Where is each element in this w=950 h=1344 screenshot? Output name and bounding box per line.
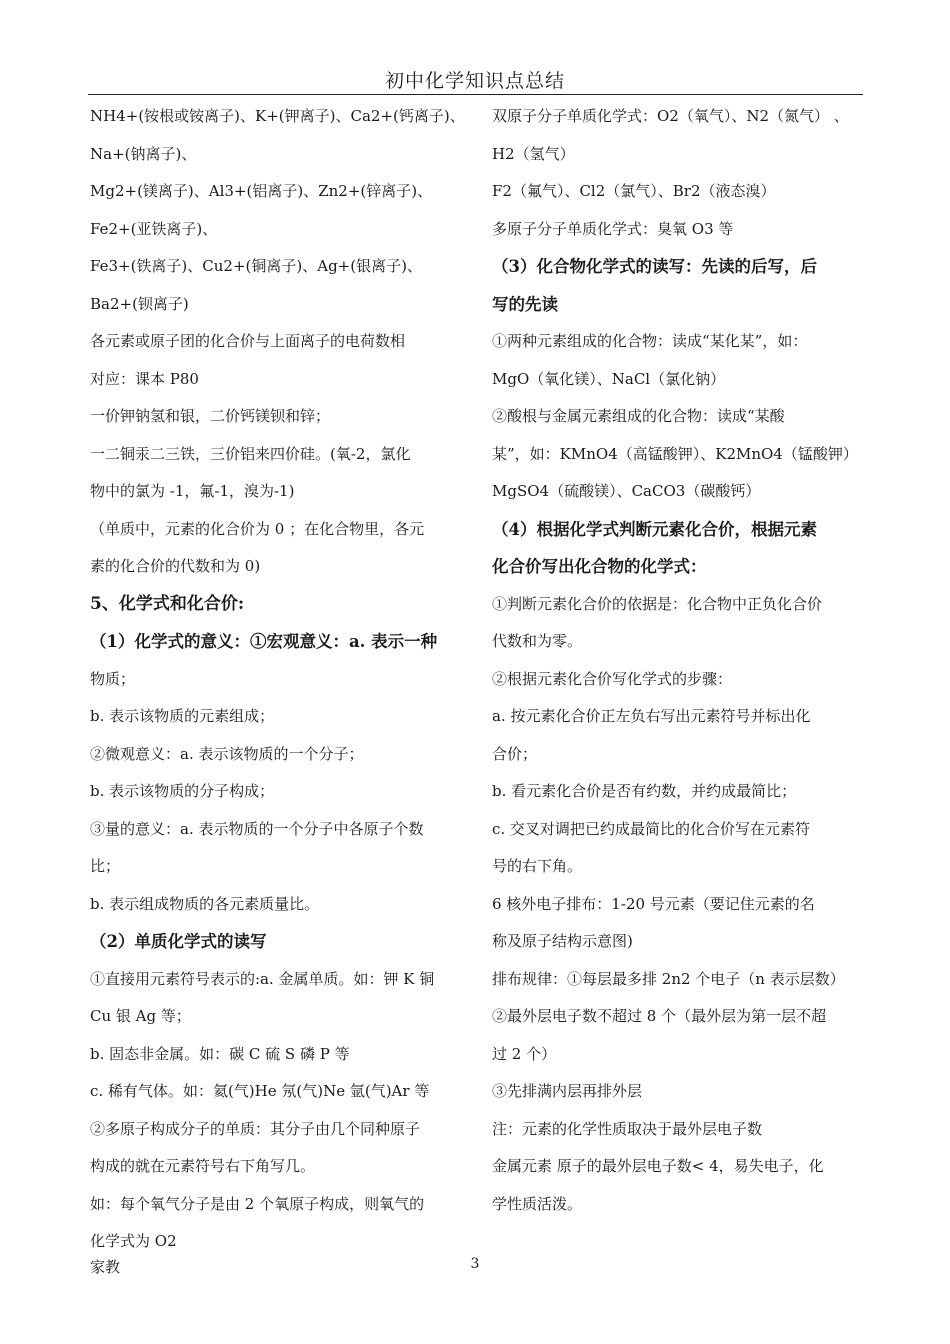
text-line: b. 表示该物质的元素组成； <box>90 707 275 725</box>
text-line: 化学式为 O2 <box>90 1232 177 1250</box>
text-line: H2（氢气） <box>492 144 575 163</box>
subsection-heading-cont: 化合价写出化合物的化学式： <box>492 557 707 576</box>
text-line: b. 看元素化合价是否有约数，并约成最简比； <box>492 782 797 800</box>
text-line: 素的化合价的代数和为 0) <box>90 557 261 575</box>
subsection-heading: （1）化学式的意义：①宏观意义：a. 表示一种 <box>90 632 438 651</box>
subsection-heading: （2）单质化学式的读写 <box>90 932 267 951</box>
text-line: 构成的就在元素符号右下角写几。 <box>90 1157 316 1175</box>
text-line: ③先排满内层再排外层 <box>492 1082 643 1100</box>
subsection-heading-cont: 写的先读 <box>492 294 558 314</box>
text-line: ②多原子构成分子的单质：其分子由几个同种原子 <box>90 1119 421 1138</box>
text-line: 称及原子结构示意图) <box>492 932 633 950</box>
subsection-heading: （4）根据化学式判断元素化合价，根据元素 <box>492 519 817 539</box>
text-line: 物质； <box>90 669 136 688</box>
right-column <box>492 98 868 1223</box>
text-line: 学性质活泼。 <box>492 1194 583 1213</box>
text-line: Ba2+(钡离子) <box>90 294 189 313</box>
text-line: 物中的氯为 -1，氟-1，溴为-1) <box>90 482 295 500</box>
footer-left-text: 家教 <box>90 1258 121 1276</box>
text-line: 号的右下角。 <box>492 857 583 875</box>
text-line: Fe3+(铁离子)、Cu2+(铜离子)、Ag+(银离子)、 <box>90 257 422 275</box>
text-line: MgO（氧化镁）、NaCl（氯化钠） <box>492 369 726 388</box>
text-line: 金属元素 原子的最外层电子数< 4，易失电子，化 <box>492 1157 824 1175</box>
text-line: ②微观意义：a. 表示该物质的一个分子； <box>90 744 364 763</box>
subsection-heading: （3）化合物化学式的读写：先读的后写，后 <box>492 257 817 276</box>
page-number: 3 <box>470 1256 480 1272</box>
text-line: F2（氟气）、Cl2（氯气）、Br2（液态溴） <box>492 182 776 200</box>
text-line: 某”，如：KMnO4（高锰酸钾）、K2MnO4（锰酸钾） <box>492 444 858 463</box>
header-divider <box>88 94 863 95</box>
text-line: 一二铜汞二三铁，三价铝来四价硅。(氧-2，氯化 <box>90 444 411 463</box>
text-line: 合价； <box>492 744 538 763</box>
text-line: c. 稀有气体。如：氦(气)He 氖(气)Ne 氩(气)Ar 等 <box>90 1082 430 1100</box>
text-line: NH4+(铵根或铵离子)、K+(钾离子)、Ca2+(钙离子)、 <box>90 107 465 125</box>
text-line: 排布规律：①每层最多排 2n2 个电子（n 表示层数） <box>492 969 845 988</box>
text-line: ①两种元素组成的化合物：读成“某化某”，如： <box>492 332 808 350</box>
text-line: ②最外层电子数不超过 8 个（最外层为第一层不超 <box>492 1007 827 1025</box>
text-line: 比； <box>90 857 121 875</box>
page-header-title: 初中化学知识点总结 <box>384 70 565 92</box>
text-line: Mg2+(镁离子)、Al3+(铝离子)、Zn2+(锌离子)、 <box>90 182 433 200</box>
text-line: ②酸根与金属元素组成的化合物：读成“某酸 <box>492 407 785 425</box>
text-line: ①判断元素化合价的依据是：化合物中正负化合价 <box>492 594 823 613</box>
text-line: ①直接用元素符号表示的:a. 金属单质。如：钾 K 铜 <box>90 969 435 988</box>
text-line: 代数和为零。 <box>492 632 583 650</box>
text-line: 注：元素的化学性质取决于最外层电子数 <box>492 1119 763 1138</box>
text-line: a. 按元素化合价正左负右写出元素符号并标出化 <box>492 707 811 725</box>
text-line: 各元素或原子团的化合价与上面离子的电荷数相 <box>90 332 406 350</box>
text-line: b. 表示该物质的分子构成； <box>90 782 275 800</box>
text-line: 双原子分子单质化学式：O2（氧气）、N2（氮气） 、 <box>492 107 849 125</box>
text-line: （单质中，元素的化合价为 0 ；在化合物里，各元 <box>90 519 425 538</box>
text-line: 过 2 个） <box>492 1044 557 1063</box>
text-line: 多原子分子单质化学式：臭氧 O3 等 <box>492 219 734 238</box>
text-line: Cu 银 Ag 等； <box>90 1007 191 1025</box>
text-line: Na+(钠离子)、 <box>90 144 197 163</box>
section-line: 6 核外电子排布：1-20 号元素（要记住元素的名 <box>492 894 815 913</box>
text-line: ②根据元素化合价写化学式的步骤： <box>492 669 733 688</box>
text-line: 一价钾钠氢和银，二价钙镁钡和锌； <box>90 407 331 425</box>
text-line: c. 交叉对调把已约成最简比的化合价写在元素符 <box>492 819 810 838</box>
text-line: 如：每个氧气分子是由 2 个氧原子构成，则氧气的 <box>90 1194 425 1213</box>
text-line: MgSO4（硫酸镁）、CaCO3（碳酸钙） <box>492 482 761 500</box>
text-line: b. 固态非金属。如：碳 C 硫 S 磷 P 等 <box>90 1044 350 1063</box>
section-heading: 5、化学式和化合价: <box>90 593 245 614</box>
text-line: 对应：课本 P80 <box>90 369 199 388</box>
text-line: Fe2+(亚铁离子)、 <box>90 219 218 238</box>
text-line: ③量的意义：a. 表示物质的一个分子中各原子个数 <box>90 819 424 838</box>
text-line: b. 表示组成物质的各元素质量比。 <box>90 894 320 913</box>
left-column <box>90 98 466 1261</box>
